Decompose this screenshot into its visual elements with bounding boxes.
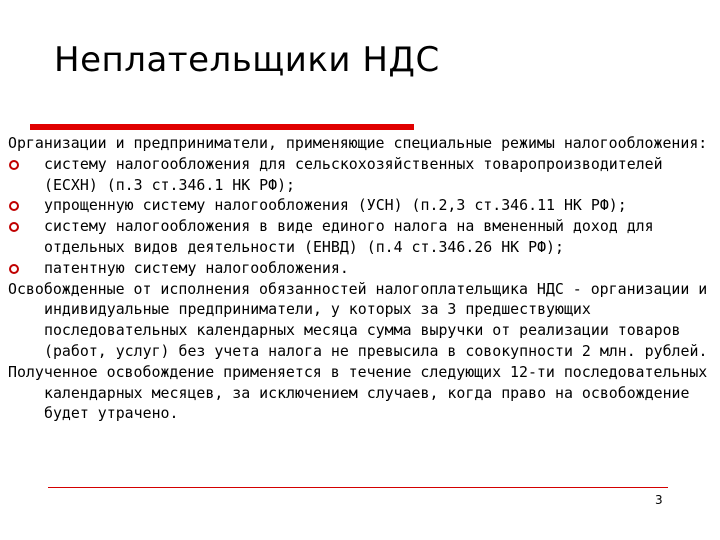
page-number: 3 — [655, 493, 663, 507]
slide-title: Неплательщики НДС — [54, 40, 440, 80]
hollow-circle-bullet-icon — [9, 160, 19, 170]
title-accent-bar — [30, 124, 414, 130]
slide-body — [8, 133, 714, 424]
intro-paragraph: Организации и предприниматели, применяющие специальные режимы налогообложения: — [8, 134, 708, 152]
bullet-text: систему налогообложения для сельскохозяйственных товаропроизводителей (ЕСХН) (п.3 ст.346.1 НК РФ); — [44, 154, 663, 194]
hollow-circle-bullet-icon — [9, 264, 19, 274]
bullet-text: систему налогообложения в виде единого налога на вмененный доход для отдельных видов деятельности (ЕНВД) (п.4 ст.346.26 НК РФ); — [44, 217, 654, 256]
bullet-item-patent — [8, 258, 714, 279]
hollow-circle-bullet-icon — [9, 201, 19, 211]
hollow-circle-bullet-icon — [9, 222, 19, 232]
bullet-text: патентную систему налогообложения. — [44, 258, 349, 277]
duration-paragraph: Полученное освобождение применяется в течение следующих 12-ти последовательных календарных месяцев, за исключением случаев, когда право на освобождение будет утрачено. — [8, 362, 708, 423]
bullet-item-envd — [8, 216, 714, 258]
bullet-item-esxn — [8, 154, 714, 196]
bullet-text: упрощенную систему налогообложения (УСН) (п.2,3 ст.346.11 НК РФ); — [44, 196, 627, 215]
exemption-paragraph: Освобожденные от исполнения обязанностей налогоплательщика НДС - организации и индивидуальные предприниматели, у которых за 3 предшествующих последовательных календарных месяца сумма выручки от реализации товаров (работ, услуг) без учета налога не превысила в совокупности 2 млн. рублей. — [8, 279, 708, 360]
bullet-item-usn — [8, 195, 714, 216]
footer-divider — [48, 487, 668, 488]
